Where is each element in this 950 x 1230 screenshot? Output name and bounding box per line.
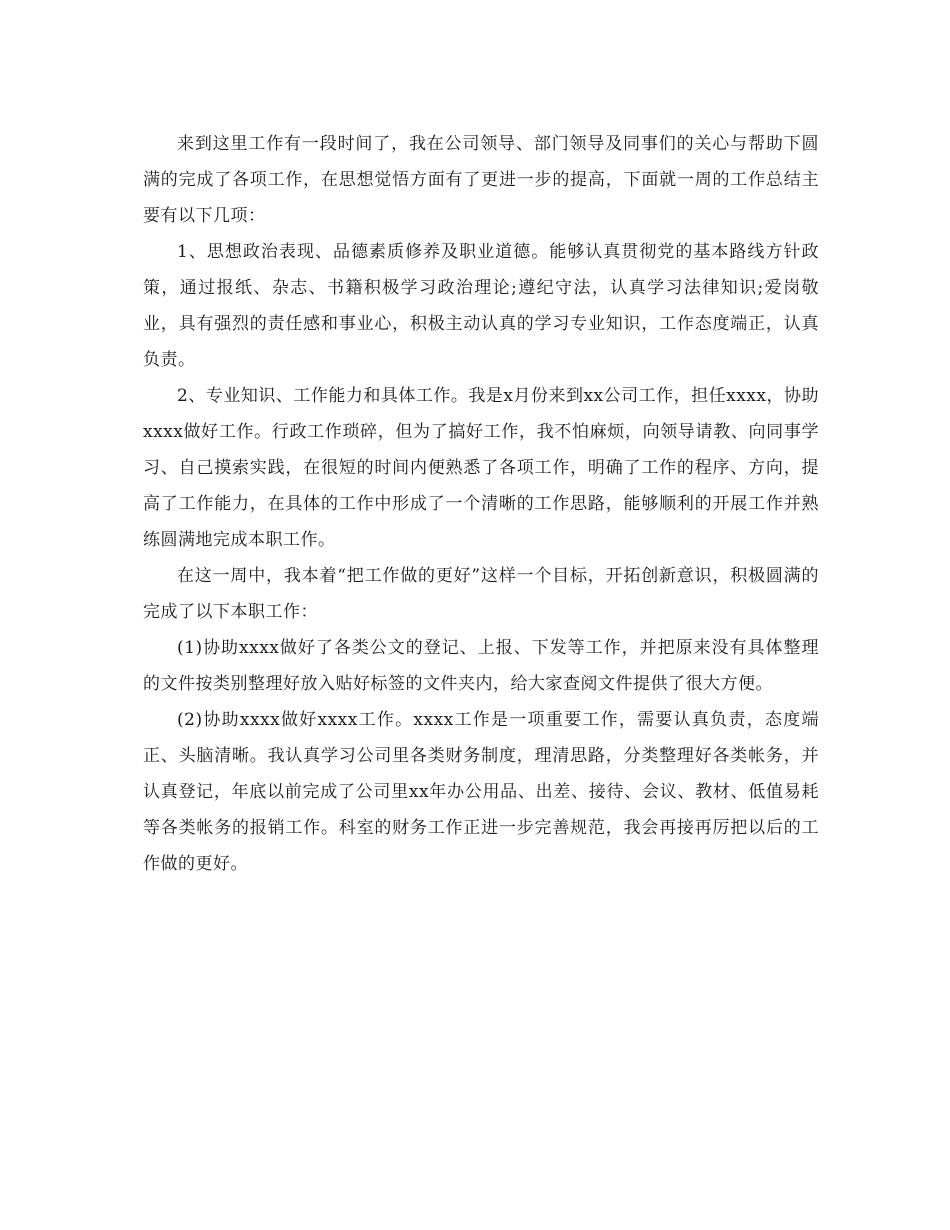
paragraph-sub-item-1: (1)协助xxxx做好了各类公文的登记、上报、下发等工作，并把原来没有具体整理的文件按类别整理好放入贴好标签的文件夹内，给大家查阅文件提供了很大方便。 [143,638,819,694]
paragraph-item-2: 2、专业知识、工作能力和具体工作。我是x月份来到xx公司工作，担任xxxx，协助xxxx做好工作。行政工作琐碎，但为了搞好工作，我不怕麻烦，向领导请教、向同事学习、自己摸索实践，在很短的时间内便熟悉了各项工作，明确了工作的程序、方向，提高了工作能力，在具体的工作中形成了一个清晰的工作思路，能够顺利的开展工作并熟练圆满地完成本职工作。 [143,386,819,550]
paragraph-sub-item-2: (2)协助xxxx做好xxxx工作。xxxx工作是一项重要工作，需要认真负责，态度端正、头脑清晰。我认真学习公司里各类财务制度，理清思路，分类整理好各类帐务，并认真登记，年底以前完成了公司里xx年办公用品、出差、接待、会议、教材、低值易耗等各类帐务的报销工作。科室的财务工作正进一步完善规范，我会再接再厉把以后的工作做的更好。 [143,710,819,874]
paragraph-intro: 来到这里工作有一段时间了，我在公司领导、部门领导及同事们的关心与帮助下圆满的完成了各项工作，在思想觉悟方面有了更进一步的提高，下面就一周的工作总结主要有以下几项： [143,134,819,226]
paragraph-item-1: 1、思想政治表现、品德素质修养及职业道德。能够认真贯彻党的基本路线方针政策，通过报纸、杂志、书籍积极学习政治理论;遵纪守法，认真学习法律知识;爱岗敬业，具有强烈的责任感和事业心，积极主动认真的学习专业知识，工作态度端正，认真负责。 [143,242,819,370]
paragraph-week-goal: 在这一周中，我本着“把工作做的更好”这样一个目标，开拓创新意识，积极圆满的完成了以下本职工作： [143,566,819,622]
document-body [143,126,819,882]
